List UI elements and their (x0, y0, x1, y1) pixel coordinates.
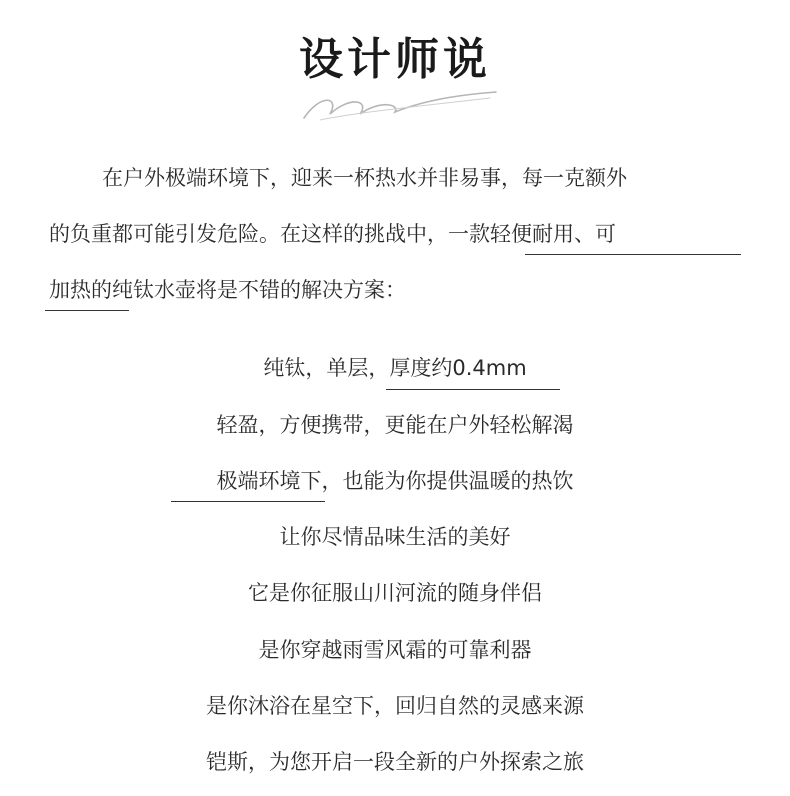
underline-accent (525, 254, 741, 255)
feature-line: 轻盈，方便携带，更能在户外轻松解渴 (216, 413, 574, 437)
page-title: 设计师说 (299, 34, 491, 85)
feature-line: 是你穿越雨雪风霜的可靠利器 (258, 638, 532, 662)
feature-line: 是你沐浴在星空下，回归自然的灵感来源 (206, 694, 584, 718)
feature-line: 它是你征服山川河流的随身伴侣 (248, 581, 542, 605)
underline-accent (45, 310, 129, 311)
feature-line: 极端环境下，也能为你提供温暖的热饮 (216, 469, 574, 493)
decorative-swoosh-icon (300, 86, 500, 126)
intro-line-1: 在户外极端环境下，迎来一杯热水并非易事，每一克额外 (102, 166, 627, 190)
underline-accent (171, 501, 325, 502)
feature-line: 铠斯，为您开启一段全新的户外探索之旅 (206, 750, 584, 774)
underline-accent (386, 389, 560, 390)
intro-line-3: 加热的纯钛水壶将是不错的解决方案： (49, 278, 406, 302)
feature-line: 纯钛，单层，厚度约0.4mm (263, 356, 527, 380)
intro-line-2: 的负重都可能引发危险。在这样的挑战中，一款轻便耐用、可 (49, 222, 616, 246)
feature-line: 让你尽情品味生活的美好 (279, 525, 511, 549)
